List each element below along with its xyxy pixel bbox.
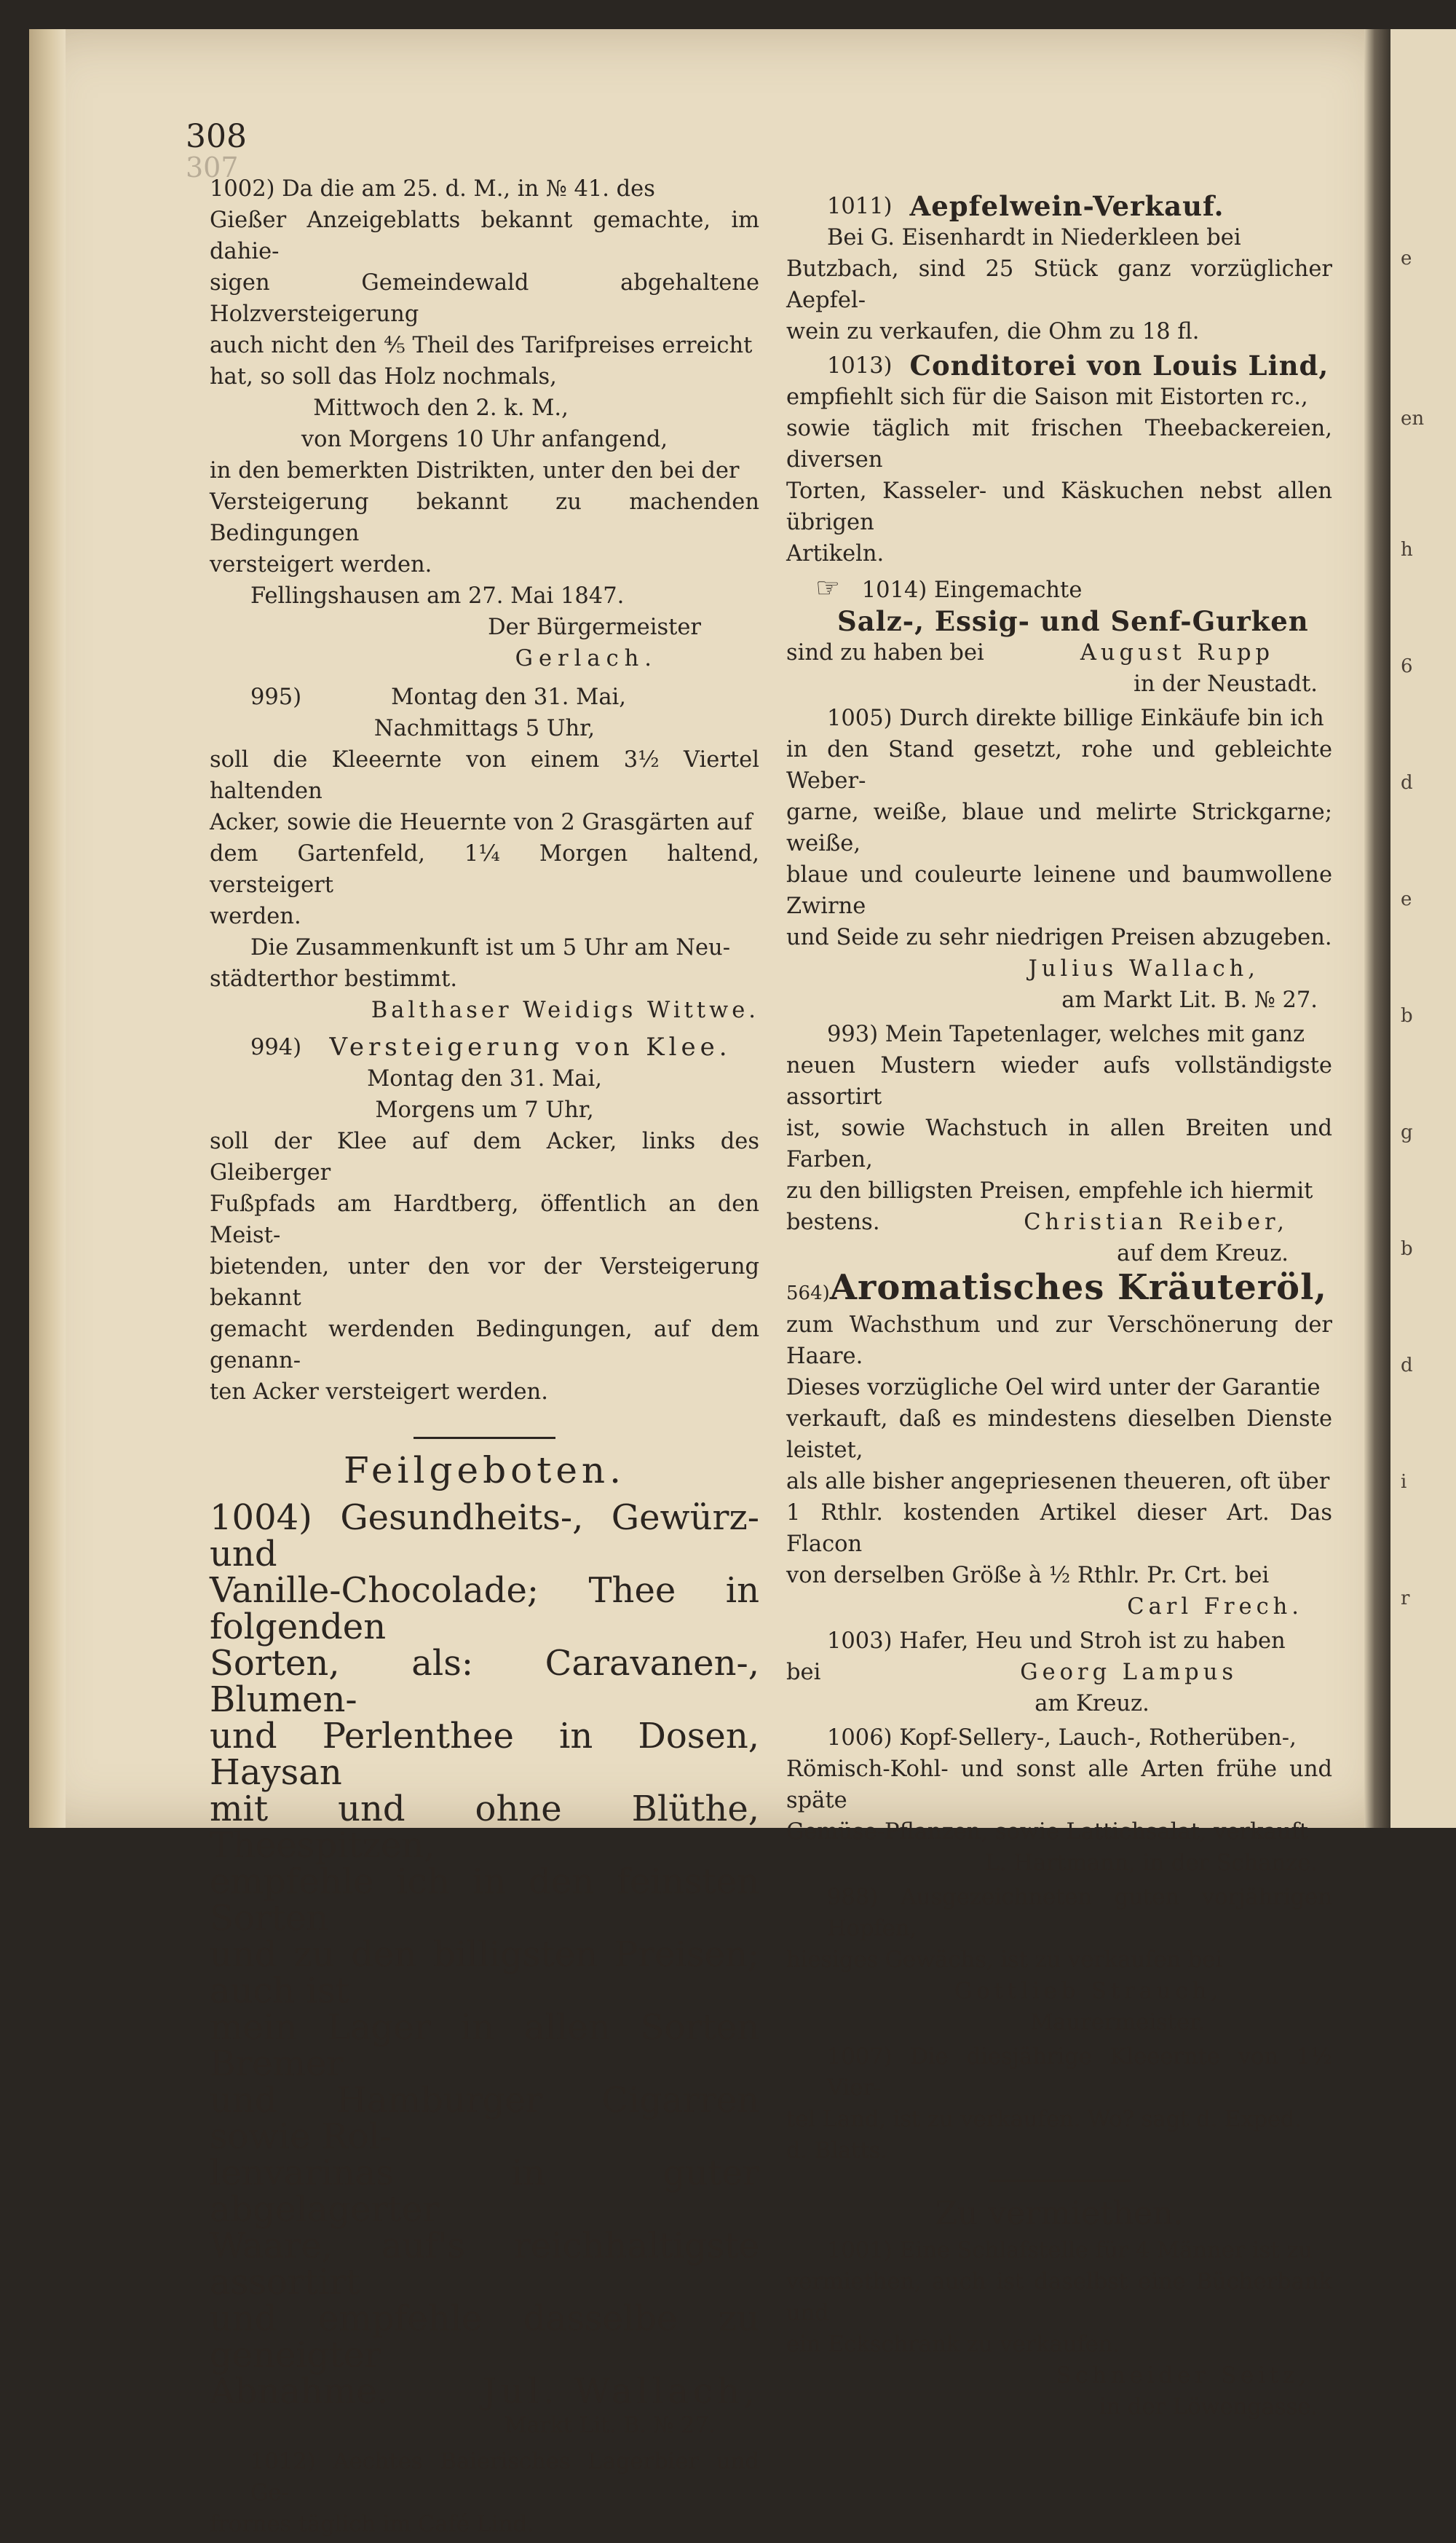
notice-1006 <box>786 1722 1332 1879</box>
signature-title: Der Bürgermeister <box>488 615 701 640</box>
signature-address: Markt Lit. B. № 27. <box>504 2413 716 2438</box>
notice-line: ist, sowie Wachstuch in allen Breiten und Farben, <box>786 1116 1332 1172</box>
signature-name: Christian Reiber, <box>1024 1210 1289 1235</box>
notice-1005 <box>786 703 1332 1016</box>
signature-name: Balthaser Weidigs Wittwe. <box>371 998 759 1023</box>
notice-number: 995) <box>250 685 302 710</box>
signature-address: am Kreuz. <box>1034 1691 1150 1716</box>
notice-line: 1002) Da die am 25. d. M., in № 41. des <box>210 176 655 202</box>
signature-name: August Rupp <box>1080 640 1274 666</box>
signature-name: Julius Wallach, <box>1028 956 1259 982</box>
notice-line: hiesiges Gewächs, ist zu verkaufen bei <box>786 1947 1223 1973</box>
notice-line: Römisch-Kohl- und sonst alle Arten frühe und späte <box>786 1757 1332 1813</box>
adjacent-page-fragment: g <box>1401 1121 1413 1143</box>
pointing-hand-icon: ☞ <box>815 572 841 604</box>
notice-line: 1005) Durch direkte billige Einkäufe bin ich <box>827 706 1324 731</box>
auction-time: von Morgens 10 Uhr anfangend, <box>301 427 668 452</box>
notice-line: Gießer Anzeigeblatts bekannt gemachte, im dahie- <box>210 208 759 264</box>
notice-1004 <box>210 1499 759 2410</box>
notice-heading-row <box>210 682 759 713</box>
notice-signature-row <box>786 1207 1332 1238</box>
adjacent-page-fragment: r <box>1401 1588 1410 1609</box>
notice-line: neuen Mustern wieder aufs vollständigste assortirt <box>786 1053 1332 1110</box>
signature-name: Gottlieb Strauch, <box>954 1979 1222 2004</box>
notice-line: und Seide zu sehr niedrigen Preisen abzugeben. <box>786 925 1332 950</box>
auction-time: Nachmittags 5 Uhr, <box>373 716 596 741</box>
adjacent-page-fragment: 6 <box>1401 655 1413 677</box>
notice-line: Die Zusammenkunft ist um 5 Uhr am Neu- <box>250 935 730 961</box>
notice-title: Aepfelwein-Verkauf. <box>909 190 1224 222</box>
adjacent-page-fragment: d <box>1401 772 1413 794</box>
notice-number: 1014) Eingemachte <box>861 577 1083 603</box>
notice-1012 <box>210 2446 759 2540</box>
right-column <box>786 191 1332 2426</box>
book-spine <box>1364 29 1390 1828</box>
notice-number: 1013) <box>827 353 893 379</box>
adjacent-page-fragment: d <box>1401 1355 1413 1376</box>
notice-title: Versteigerung von Klee. <box>329 1033 732 1062</box>
notice-line: Versteigerung bekannt zu machenden Bedingungen <box>210 489 759 546</box>
page-stack-edge <box>29 29 66 1828</box>
notice-line: frornes täglich im Café Lind. <box>210 2512 534 2537</box>
ad-line: und zu den billigsten Preisen; auch ist <box>210 1934 759 2011</box>
notice-line: ein Eckschrank zu verkaufen. <box>786 2332 1120 2357</box>
notice-heading-row <box>786 572 1332 606</box>
notice-line: städterthor bestimmt. <box>210 966 458 992</box>
adjacent-page <box>1388 29 1456 1828</box>
notice-line: bestens. <box>786 1210 880 1235</box>
notice-line: zu den billigsten Preisen, empfehle ich hiermit <box>786 1178 1313 1204</box>
notice-line: Gemüse-Pflanzen, sowie Lattichsalat, verkauft <box>786 1819 1309 1845</box>
notice-line: 1007) Die diesjährige Kleeernte von 1½ Vier- <box>827 2044 1332 2101</box>
signature-name: L. Hartmann, in der Schanze. <box>984 1850 1318 1876</box>
notice-heading-row <box>786 1267 1332 1309</box>
page-number: 308 <box>186 118 247 155</box>
notice-988 <box>786 1882 1332 2038</box>
signature-address: am Markt Lit. B. № 27. <box>1061 987 1318 1013</box>
auction-date: Mittwoch den 2. k. M., <box>313 395 569 421</box>
signature-name: Schneider Seitz, <box>1056 2363 1310 2389</box>
notice-title: Salz-, Essig- und Senf-Gurken <box>837 605 1309 637</box>
notice-line: verkauft, daß es mindestens dieselben Dienste leistet, <box>786 1406 1332 1463</box>
notice-line: Bei G. Eisenhardt in Niederkleen bei <box>827 225 1241 251</box>
notice-1002 <box>210 173 759 674</box>
notice-number: 1011) <box>827 194 893 219</box>
notice-signature-row <box>786 1657 1332 1688</box>
notice-line: werden. <box>210 904 301 929</box>
auction-time: Morgens um 7 Uhr, <box>375 1097 594 1123</box>
notice-signature-row <box>786 637 1332 669</box>
ad-line: lenvarinas in guter abgelagerter <box>210 2153 759 2230</box>
signature-address: auf dem Kreuz. <box>1117 1241 1289 1266</box>
notice-line: 1012) Aechtes Baierisches Lagerbier und Ge- <box>250 2449 759 2506</box>
notice-heading-row <box>786 191 1332 222</box>
signature-name: Georg Lampus <box>1020 1660 1238 1685</box>
place-date: Fellingshausen am 27. Mai 1847. <box>250 583 625 609</box>
notice-line: gemacht werdenden Bedingungen, auf dem genann- <box>210 1317 759 1373</box>
auction-date: Montag den 31. Mai, <box>391 685 626 710</box>
notice-line: in den bemerkten Distrikten, unter den bei der <box>210 458 740 484</box>
ad-line: Vanille-Chocolade; Thee in folgenden <box>210 1570 759 1647</box>
adjacent-page-fragment: en <box>1401 408 1425 430</box>
notice-line: Acker, sowie die Heuernte von 2 Grasgärten auf <box>210 810 753 835</box>
notice-line: auch nicht den ⅘ Theil des Tarifpreises erreicht <box>210 333 753 358</box>
ad-line: mit und ohne Blüthe, Theespitzen, <box>210 1789 759 1866</box>
notice-line: 1003) Hafer, Heu und Stroh ist zu haben <box>827 1628 1286 1654</box>
notice-line: 988) Ausgezeichneten guten vorjährigen Hopfen, <box>827 1885 1332 1941</box>
ad-line: Abnahme. <box>210 2371 389 2412</box>
notice-1014 <box>786 572 1332 700</box>
ad-signature-row <box>210 2373 759 2410</box>
signature-address: Maurermeister. <box>1030 2010 1205 2035</box>
notice-1011 <box>786 191 1332 347</box>
auction-date: Montag den 31. Mai, <box>367 1066 602 1092</box>
notice-line: vermiethen, auch ist daselbst eine Bücherbank und <box>786 2269 1332 2326</box>
notice-line: bei <box>786 1660 821 1685</box>
ad-line: Sorten, als: Caravanen-, Blumen- <box>210 1643 759 1720</box>
notice-line: tel Land, ist zu verkaufen. Wo? sagt d. Exped. <box>786 2107 1302 2132</box>
notice-line: soll der Klee auf dem Acker, links des Gleiberger <box>210 1129 759 1186</box>
ad-line: und Perlenthee in Dosen, Haysan <box>210 1716 759 1793</box>
notice-line: von derselben Größe à ½ Rthlr. Pr. Crt. bei <box>786 1563 1270 1588</box>
adjacent-page-fragment: b <box>1401 1238 1413 1260</box>
notice-line: ten Acker versteigert werden. <box>210 1379 548 1405</box>
notice-line: hat, so soll das Holz nochmals, <box>210 364 557 390</box>
adjacent-page-fragment: e <box>1401 248 1412 269</box>
notice-line: Artikeln. <box>786 541 885 567</box>
adjacent-page-fragment: b <box>1401 1005 1413 1027</box>
section-title-feilgeboten: Feilgeboten. <box>343 1449 625 1491</box>
notice-995 <box>210 682 759 1026</box>
notice-line: Fußpfads am Hardtberg, öffentlich an den Meist- <box>210 1191 759 1248</box>
notice-1003 <box>786 1625 1332 1719</box>
signature-address: in der Neustadt. <box>1133 671 1318 697</box>
notice-994 <box>210 1032 759 1408</box>
notice-1007 <box>786 2041 1332 2167</box>
notice-line: zum Wachsthum und zur Verschönerung der Haare. <box>786 1312 1332 1369</box>
notice-number: 564) <box>786 1282 830 1304</box>
notice-564 <box>786 1267 1332 1623</box>
notice-heading-row <box>210 1032 759 1063</box>
notice-line: Torten, Kasseler- und Käskuchen nebst allen übrigen <box>786 478 1332 535</box>
signature-name: Jul. Wallach, <box>482 2371 759 2412</box>
section-title-zu-vermiethen: Zu vermiethen. <box>935 2195 1184 2232</box>
notice-line: in den Stand gesetzt, rohe und gebleichte Weber- <box>786 737 1332 794</box>
section-divider <box>989 2180 1131 2182</box>
bleed-through-number: 307 <box>186 151 239 184</box>
notice-line: sigen Gemeindewald abgehaltene Holzversteigerung <box>210 270 759 327</box>
notice-line: 1001) Eine Schlafstelle für 4 Männer ist zu <box>827 2238 1313 2263</box>
ad-line: und Hamburger Cigarren sowie Rol- <box>210 2080 759 2157</box>
notice-line: 993) Mein Tapetenlager, welches mit ganz <box>827 1022 1305 1047</box>
adjacent-page-fragment: e <box>1401 888 1412 910</box>
notice-line: sowie täglich mit frischen Theebackereien, diversen <box>786 416 1332 473</box>
notice-title: Aromatisches Kräuteröl, <box>829 1267 1328 1308</box>
notice-line: bietenden, unter den vor der Versteigerung bekannt <box>210 1254 759 1311</box>
section-divider <box>414 1437 555 1439</box>
notice-title: Conditorei von Louis Lind, <box>909 350 1329 382</box>
notice-line: 1006) Kopf-Sellery-, Lauch-, Rotherüben-, <box>827 1725 1297 1751</box>
notice-heading-row <box>786 350 1332 382</box>
ad-line: 1004) Gesundheits-, Gewürz- und <box>210 1497 759 1574</box>
ad-line: und empfehle dasselbe zu geneigter <box>210 2298 759 2376</box>
notice-1013 <box>786 350 1332 569</box>
notice-line: d. Blatts. <box>786 2138 888 2164</box>
notice-line: sind zu haben bei <box>786 640 984 666</box>
notice-line: Butzbach, sind 25 Stück ganz vorzüglicher Aepfel- <box>786 256 1332 313</box>
notice-line: blaue und couleurte leinene und baumwollene Zwirne <box>786 862 1332 919</box>
notice-line: als alle bisher angepriesenen theueren, oft über <box>786 1469 1330 1494</box>
notice-line: garne, weiße, blaue und melirte Strickgarne; weiße, <box>786 800 1332 856</box>
ad-line: mein Lager in allen Sorten Bremer <box>210 2007 759 2084</box>
signature-name: Gerlach. <box>515 646 657 671</box>
notice-1001 <box>786 2235 1332 2423</box>
notice-993 <box>786 1019 1332 1269</box>
notice-line: versteigert werden. <box>210 552 432 577</box>
notice-line: empfiehlt sich für die Saison mit Eistorten rc., <box>786 385 1308 410</box>
adjacent-page-fragment: i <box>1401 1471 1407 1493</box>
notice-line: Dieses vorzügliche Oel wird unter der Garantie <box>786 1375 1321 1400</box>
notice-number: 994) <box>250 1035 302 1060</box>
notice-line: wein zu verkaufen, die Ohm zu 18 fl. <box>786 319 1200 344</box>
notice-line: soll die Kleeernte von einem 3½ Viertel haltenden <box>210 747 759 804</box>
signature-address: in der Löwengasse. <box>1099 2394 1318 2420</box>
signature-name: Carl Frech. <box>1127 1594 1303 1620</box>
ad-line: Waare, auf's reichhaltigste assortirt <box>210 2225 759 2303</box>
notice-line: dem Gartenfeld, 1¼ Morgen haltend, versteigert <box>210 841 759 898</box>
adjacent-page-fragment: h <box>1401 539 1413 561</box>
ad-line: empfehle ich in den feinsten Sorten <box>210 1861 759 1939</box>
notice-line: 1 Rthlr. kostenden Artikel dieser Art. Das Flacon <box>786 1500 1332 1557</box>
left-column <box>210 173 759 2543</box>
